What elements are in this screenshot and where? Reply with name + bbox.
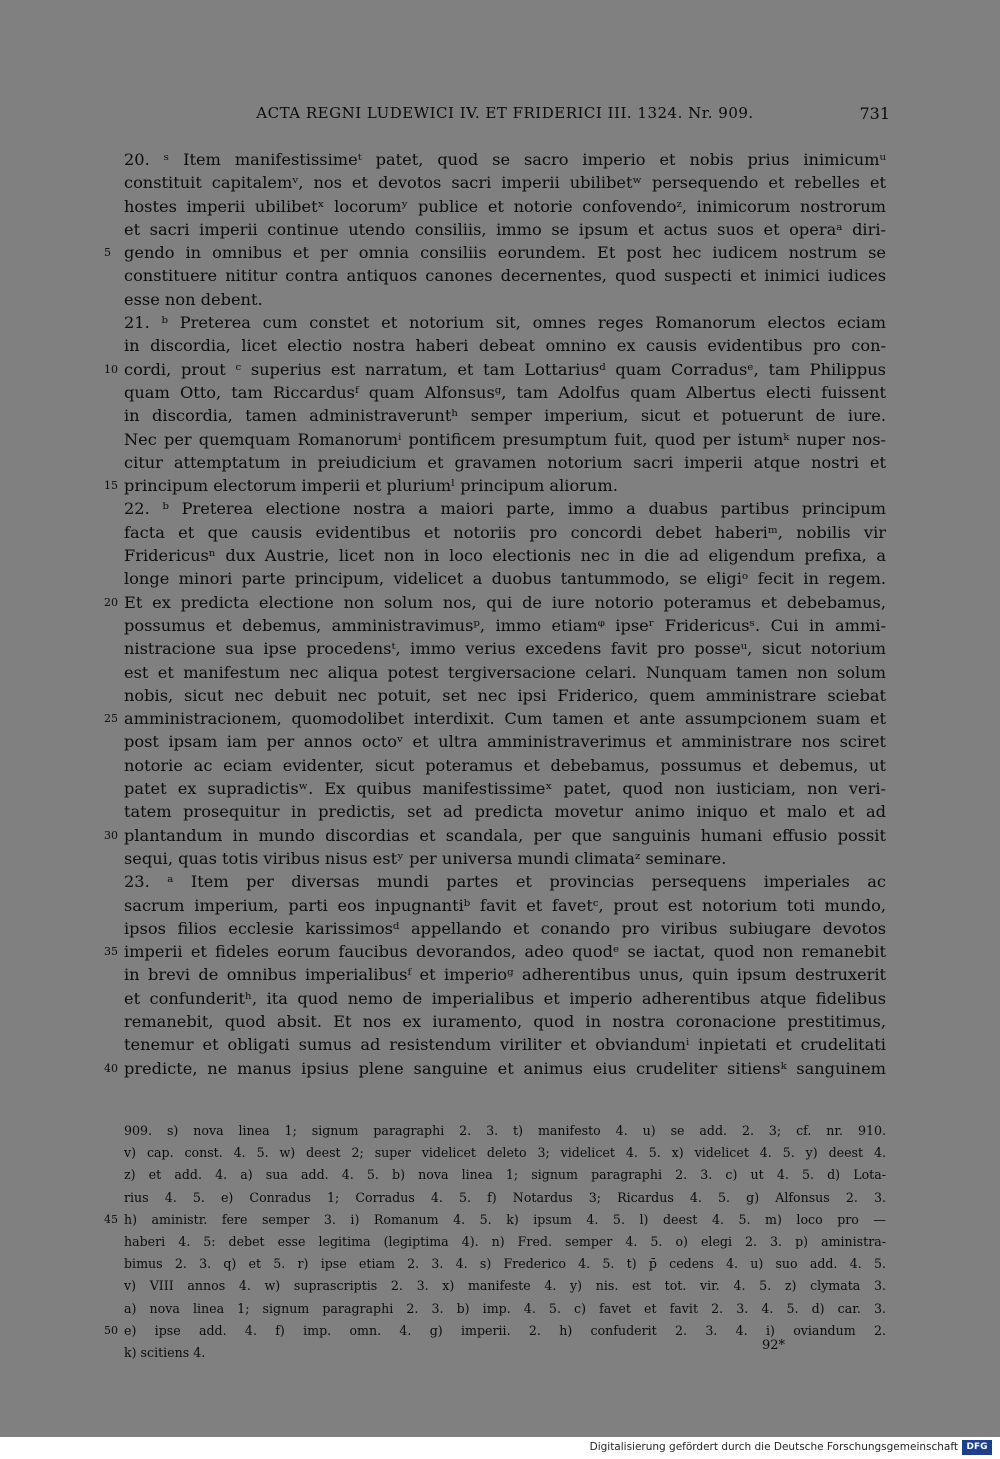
- text-line: [124, 567, 886, 590]
- signature-mark: 92*: [762, 1338, 786, 1353]
- text-line: [124, 544, 886, 567]
- text-line: [124, 1033, 886, 1056]
- text-line: [124, 963, 886, 986]
- text-line: [124, 754, 886, 777]
- line-text: tenemur et obligati sumus ad resistendum viriliter et obviandumⁱ inpietati et crudelitati: [124, 1035, 886, 1055]
- line-text: v) cap. const. 4. 5. w) deest 2; super videlicet deleto 3; videlicet 4. 5. x) videlicet 4. 5. y) deest 4.: [124, 1145, 886, 1161]
- line-text: plantandum in mundo discordias et scandala, per que sanguinis humani effusio possit: [124, 825, 886, 845]
- text-line: [124, 148, 886, 171]
- text-line: [104, 824, 886, 847]
- text-line: [124, 381, 886, 404]
- text-line: [124, 311, 886, 334]
- text-line: [124, 684, 886, 707]
- footnote-line: [124, 1187, 886, 1209]
- footer-bar: [0, 1437, 1000, 1459]
- line-number: 50: [104, 1323, 118, 1337]
- text-line: [124, 218, 886, 241]
- text-line: [104, 358, 886, 381]
- text-line: [124, 777, 886, 800]
- footnote-line: [124, 1231, 886, 1253]
- text-line: [104, 241, 886, 264]
- line-text: facta et que causis evidentibus et notoriis pro concordi debet haberiᵐ, nobilis vir: [124, 522, 886, 542]
- line-text: in discordia, tamen administraveruntʰ semper imperium, sicut et potuerunt de iure.: [124, 406, 886, 426]
- line-text: Nec per quemquam Romanorumⁱ pontificem presumptum fuit, quod per istumᵏ nuper nos-: [124, 429, 886, 449]
- page-number: 731: [859, 104, 890, 123]
- text-line: [124, 171, 886, 194]
- line-number: 40: [104, 1061, 118, 1075]
- line-text: hostes imperii ubilibetˣ locorumʸ publice et notorie confovendoᶻ, inimicorum nostrorum: [124, 196, 886, 216]
- line-text: remanebit, quod absit. Et nos ex iuramento, quod in nostra coronacione prestitimus,: [124, 1011, 886, 1031]
- text-line: [124, 917, 886, 940]
- line-text: longe minori parte principum, videlicet a duobus tantummodo, se eligiᵒ fecit in regem.: [124, 569, 886, 589]
- line-text: citur attemptatum in preiudicium et gravamen notorium sacri imperii atque nostri et: [124, 452, 886, 472]
- text-line: [124, 987, 886, 1010]
- line-text: predicte, ne manus ipsius plene sanguine et animus eius crudeliter sitiensᵏ sanguinem: [124, 1058, 886, 1078]
- line-text: a) nova linea 1; signum paragraphi 2. 3. b) imp. 4. 5. c) favet et favit 2. 3. 4. 5. d) car. 3.: [124, 1300, 886, 1316]
- running-title: ACTA REGNI LUDEWICI IV. ET FRIDERICI III. 1324. Nr. 909.: [256, 104, 754, 122]
- line-text: bimus 2. 3. q) et 5. r) ipse etiam 2. 3. 4. s) Frederico 4. 5. t) p̄ cedens 4. u) suo add. 4. 5.: [124, 1256, 886, 1272]
- line-number: 25: [104, 712, 118, 726]
- text-line: [104, 940, 886, 963]
- line-text: est et manifestum nec aliqua potest tergiversacione celari. Nunquam tamen non solum: [124, 662, 886, 682]
- footnote-line: [124, 1164, 886, 1186]
- text-line: [124, 637, 886, 660]
- line-text: e) ipse add. 4. f) imp. omn. 4. g) imperii. 2. h) confuderit 2. 3. 4. i) oviandum 2.: [124, 1322, 886, 1338]
- text-line: [124, 894, 886, 917]
- text-line: [124, 428, 886, 451]
- line-text: rius 4. 5. e) Conradus 1; Corradus 4. 5. f) Notardus 3; Ricardus 4. 5. g) Alfonsus 2. 3.: [124, 1189, 886, 1205]
- line-text: haberi 4. 5: debet esse legitima (legiptima 4). n) Fred. semper 4. 5. o) elegi 2. 3. p) aministra-: [124, 1233, 886, 1249]
- footer-credit: Digitalisierung gefördert durch die Deutsche Forschungsgemeinschaft: [589, 1441, 958, 1453]
- line-text: tatem prosequitur in predictis, set ad predicta movetur animo iniquo et malo et ad: [124, 802, 886, 822]
- line-number: 30: [104, 828, 118, 842]
- line-text: constituit capitalemᵛ, nos et devotos sacri imperii ubilibetʷ persequendo et rebelles et: [124, 173, 886, 193]
- line-text: imperii et fideles eorum faucibus devorandos, adeo quodᵉ se iactat, quod non remanebit: [124, 942, 886, 962]
- line-number: 45: [104, 1212, 118, 1226]
- footnote-line: [124, 1142, 886, 1164]
- text-line: [124, 195, 886, 218]
- line-text: notorie ac eciam evidenter, sicut poteramus et debebamus, possumus et debemus, ut: [124, 755, 886, 775]
- line-number: 10: [104, 362, 118, 376]
- line-text: h) aministr. fere semper 3. i) Romanum 4. 5. k) ipsum 4. 5. l) deest 4. 5. m) loco pro —: [124, 1211, 886, 1227]
- text-line: [124, 521, 886, 544]
- line-text: post ipsam iam per annos octoᵛ et ultra amministraverimus et amministrare nos sciret: [124, 732, 886, 752]
- line-text: in discordia, licet electio nostra haberi debeat omnino ex causis evidentibus pro con-: [124, 336, 886, 356]
- text-line: [104, 474, 886, 497]
- text-line: [124, 870, 886, 893]
- line-text: k) scitiens 4.: [124, 1344, 206, 1360]
- line-text: Et ex predicta electione non solum nos, qui de iure notorio poteramus et debebamus,: [124, 592, 886, 612]
- footnote-line: [104, 1209, 886, 1231]
- footnote-line: [124, 1253, 886, 1275]
- text-line: [124, 451, 886, 474]
- text-line: [104, 707, 886, 730]
- text-line: [124, 614, 886, 637]
- text-line: [104, 591, 886, 614]
- line-text: v) VIII annos 4. w) suprascriptis 2. 3. x) manifeste 4. y) nis. est tot. vir. 4. 5. z) clymata 3.: [124, 1278, 886, 1294]
- document-body: [104, 148, 886, 1080]
- footnote-line: [124, 1298, 886, 1320]
- line-text: z) et add. 4. a) sua add. 4. 5. b) nova linea 1; signum paragraphi 2. 3. c) ut 4. 5. d) Lota-: [124, 1167, 886, 1183]
- line-text: patet ex supradictisʷ. Ex quibus manifestissimeˣ patet, quod non iusticiam, non veri-: [124, 779, 886, 799]
- footnote-line: [124, 1275, 886, 1297]
- footnote-line: [124, 1120, 886, 1142]
- line-number: 5: [104, 246, 111, 260]
- line-text: 20. ˢ Item manifestissimeᵗ patet, quod se sacro imperio et nobis prius inimicumᵘ: [124, 150, 886, 169]
- line-text: sacrum imperium, parti eos inpugnantiᵇ favit et favetᶜ, prout est notorium toti mundo,: [124, 895, 886, 915]
- text-line: [104, 1057, 886, 1080]
- text-line: [124, 1010, 886, 1033]
- dfg-logo: DFG: [962, 1440, 992, 1455]
- line-text: 23. ᵃ Item per diversas mundi partes et provincias persequens imperiales ac: [124, 872, 886, 892]
- text-line: [124, 661, 886, 684]
- text-line: [124, 288, 886, 311]
- running-header: [120, 104, 890, 128]
- line-number: 35: [104, 945, 118, 959]
- line-text: possumus et debemus, amministravimusᵖ, immo etiamᵠ ipseʳ Fridericusˢ. Cui in ammi-: [124, 615, 886, 635]
- line-text: 909. s) nova linea 1; signum paragraphi 2. 3. t) manifesto 4. u) se add. 2. 3; cf. nr. 910.: [124, 1123, 886, 1138]
- line-text: Fridericusⁿ dux Austrie, licet non in loco electionis nec in die ad eligendum prefixa, a: [124, 546, 886, 566]
- footnotes: [104, 1120, 886, 1364]
- line-text: sequi, quas totis viribus nisus estʸ per universa mundi climataᶻ seminare.: [124, 848, 727, 868]
- line-text: ipsos filios ecclesie karissimosᵈ appellando et conando pro viribus subiugare devotos: [124, 918, 886, 938]
- line-text: cordi, prout ᶜ superius est narratum, et tam Lottariusᵈ quam Corradusᵉ, tam Philippus: [124, 359, 886, 379]
- line-text: amministracionem, quomodolibet interdixit. Cum tamen et ante assumpcionem suam et: [124, 709, 886, 729]
- line-number: 15: [104, 479, 118, 493]
- line-text: et sacri imperii continue utendo consiliis, immo se ipsum et actus suos et operaᵃ diri-: [124, 219, 886, 239]
- line-text: constituere nititur contra antiquos canones decernentes, quod suspecti et inimici iudices: [124, 266, 886, 286]
- line-text: in brevi de omnibus imperialibusᶠ et imperioᵍ adherentibus unus, quin ipsum destruxerit: [124, 965, 886, 985]
- text-line: [124, 404, 886, 427]
- text-line: [124, 800, 886, 823]
- line-text: et confunderitʰ, ita quod nemo de imperialibus et imperio adherentibus atque fidelibus: [124, 988, 886, 1008]
- line-text: nobis, sicut nec debuit nec potuit, set nec ipsi Friderico, quem amministrare sciebat: [124, 685, 886, 705]
- line-number: 20: [104, 595, 118, 609]
- text-line: [124, 847, 886, 870]
- line-text: principum electorum imperii et pluriumˡ principum aliorum.: [124, 476, 618, 496]
- text-line: [124, 264, 886, 287]
- line-text: gendo in omnibus et per omnia consiliis eorundem. Et post hec iudicem nostrum se: [124, 243, 886, 263]
- line-text: quam Otto, tam Riccardusᶠ quam Alfonsusᵍ, tam Adolfus quam Albertus electi fuissent: [124, 382, 886, 402]
- text-line: [124, 334, 886, 357]
- line-text: nistracione sua ipse procedensᵗ, immo verius excedens favit pro posseᵘ, sicut notorium: [124, 639, 886, 659]
- line-text: 22. ᵇ Preterea electione nostra a maiori parte, immo a duabus partibus principum: [124, 499, 886, 519]
- text-line: [124, 497, 886, 520]
- line-text: esse non debent.: [124, 289, 263, 309]
- text-line: [124, 730, 886, 753]
- line-text: 21. ᵇ Preterea cum constet et notorium sit, omnes reges Romanorum electos eciam: [124, 313, 886, 333]
